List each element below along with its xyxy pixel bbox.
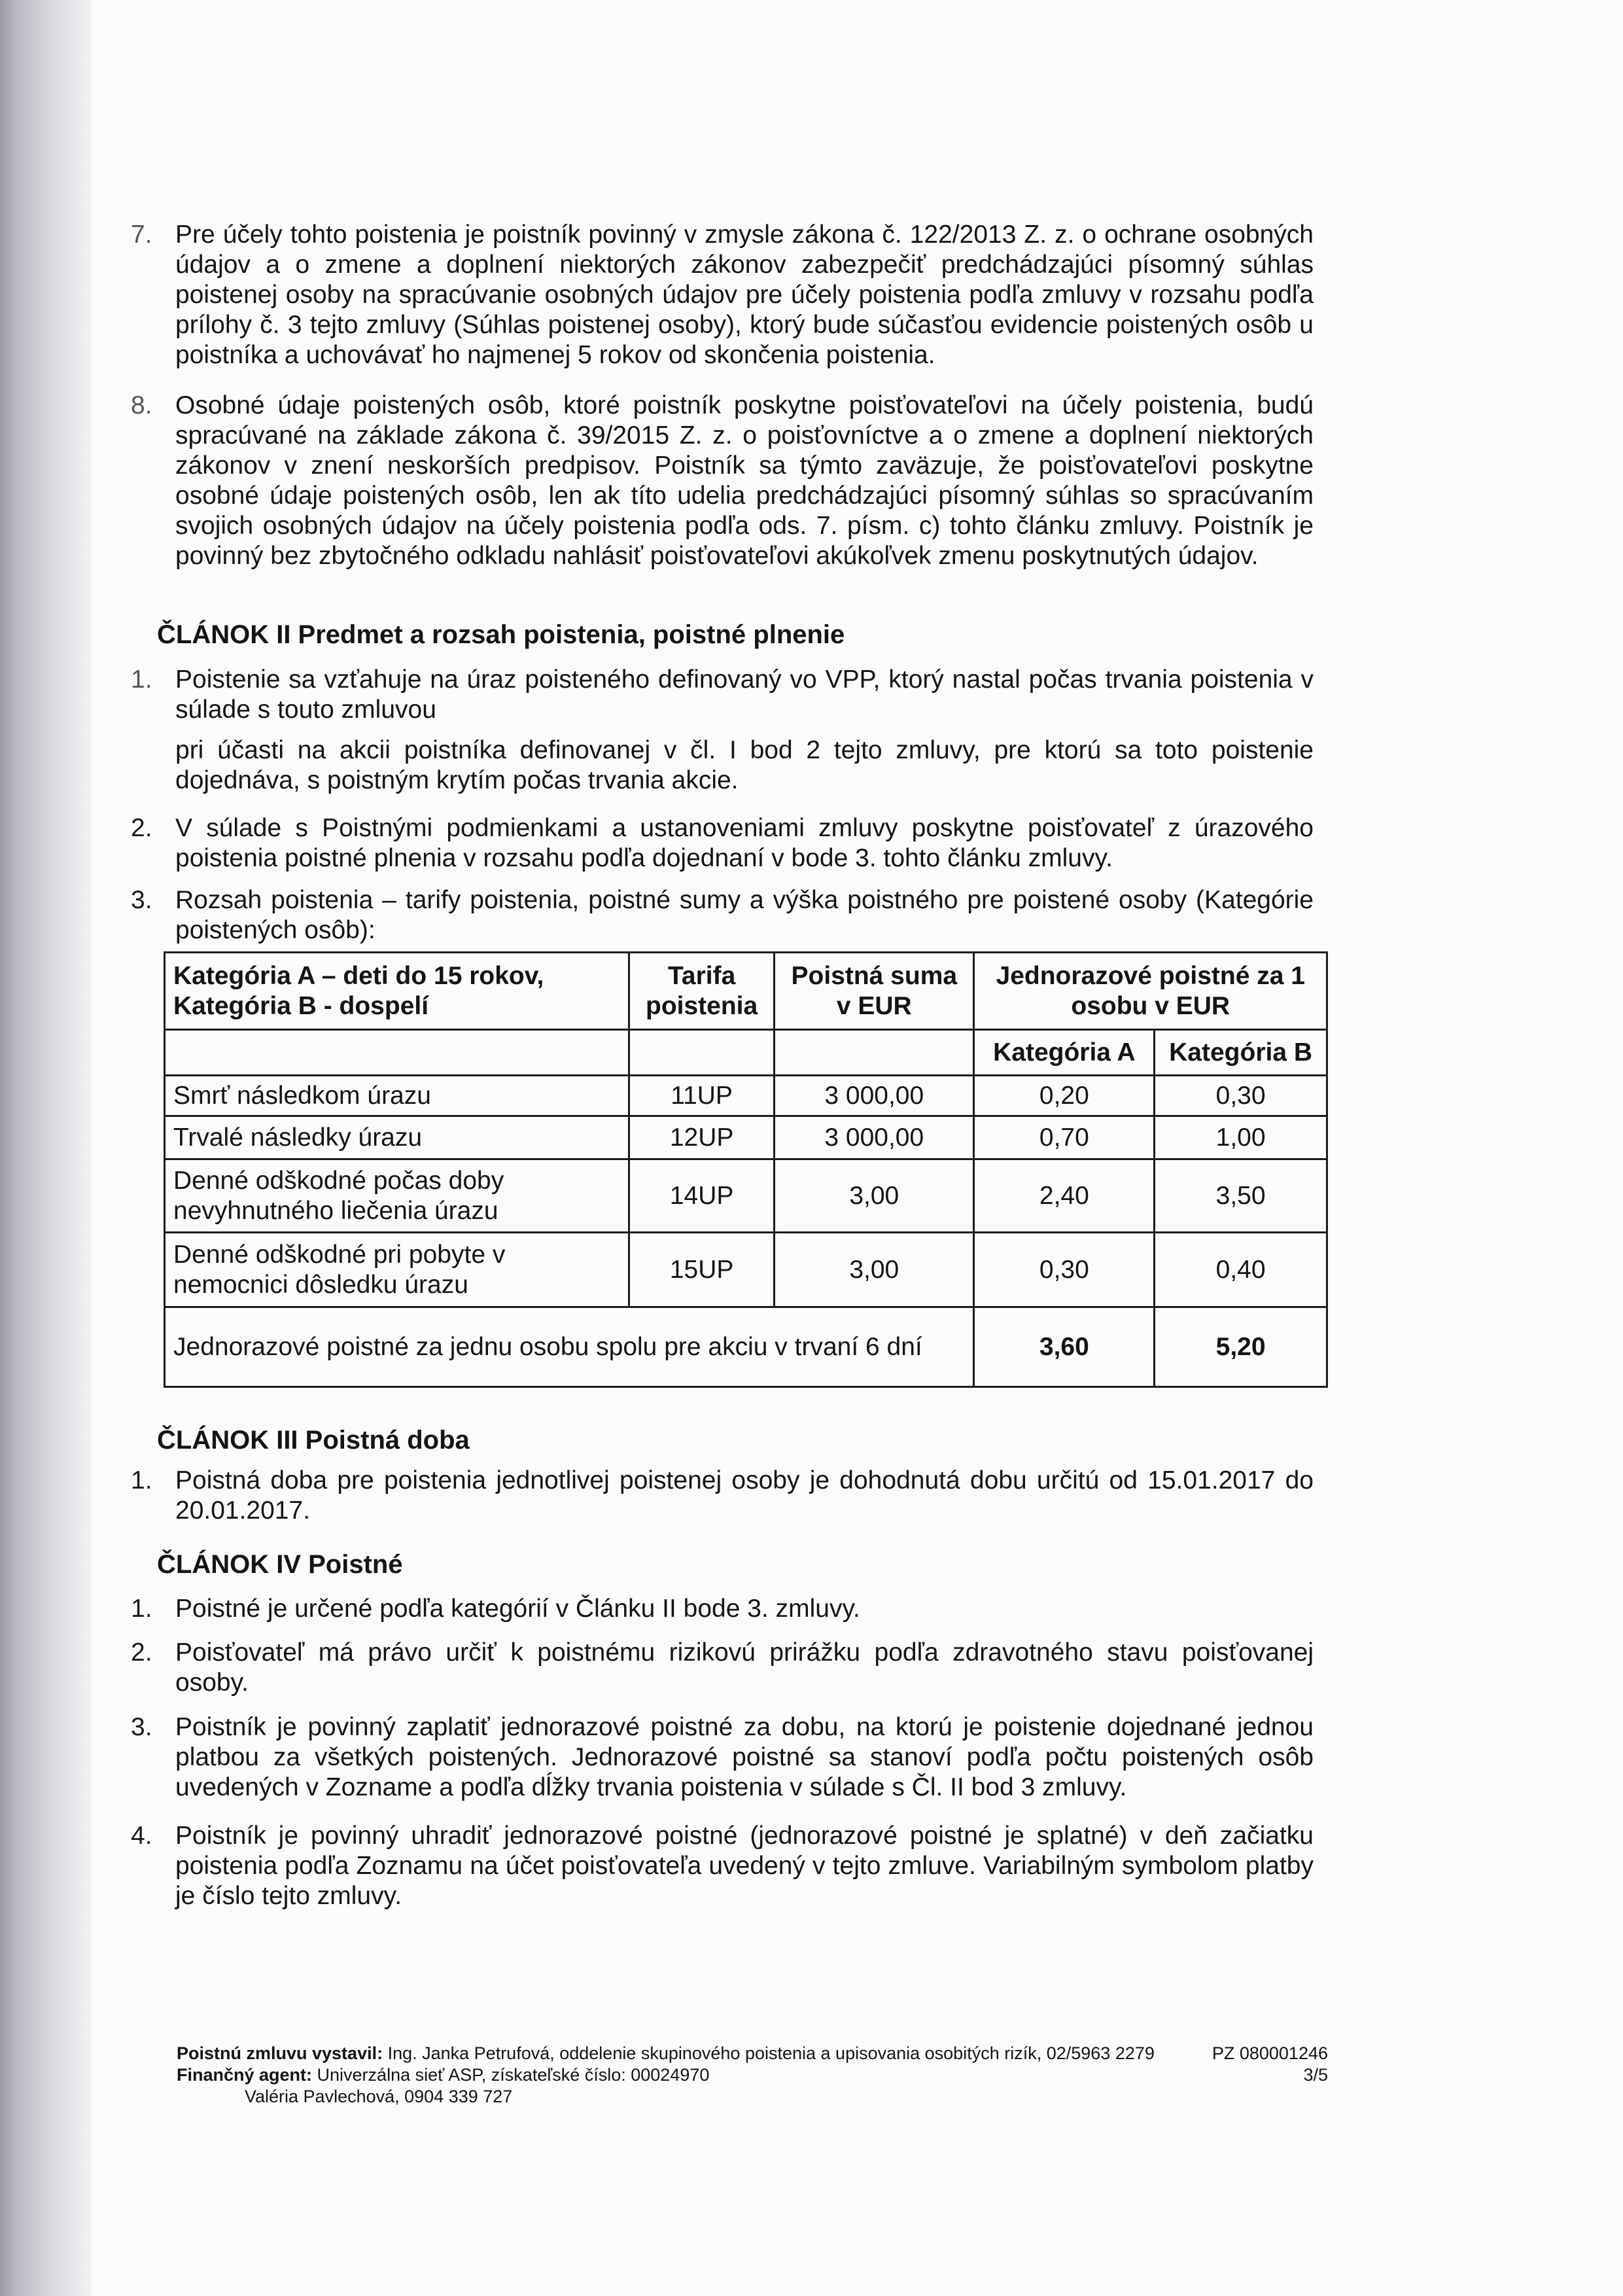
list-number: 3. <box>131 1713 152 1741</box>
article-4-item-4: Poistník je povinný uhradiť jednorazové poistné (jednorazové poistné je splatné) v deň začiatku poistenia podľa Zoznamu na účet poisťovateľa uvedený v tejto zmluve. Variabilným symbolom platby je číslo tejto zmluvy. <box>175 1822 1314 1910</box>
agent-label: Finančný agent: <box>177 2065 313 2085</box>
row-sum: 3 000,00 <box>775 1076 974 1116</box>
paragraph-item-7: Pre účely tohto poistenia je poistník povinný v zmysle zákona č. 122/2013 Z. z. o ochrane osobných údajov a o zmene a doplnení niektorých zákonov zabezpečiť predchádzajúci písomný súhlas poistenej osoby na spracúvanie osobných údajov pre účely poistenia podľa zmluvy v rozsahu podľa prílohy č. 3 tejto zmluvy (Súhlas poistenej osoby), ktorý bude súčasťou evidencie poistených osôb u poistníka a uchovávať ho najmenej 5 rokov od skončenia poistenia. <box>175 221 1314 369</box>
list-number: 3. <box>131 886 152 914</box>
row-name: Denné odškodné počas doby nevyhnutného liečenia úrazu <box>165 1159 629 1233</box>
article-4-item-3: Poistník je povinný zaplatiť jednorazové poistné za dobu, na ktorú je poistenie dojednané jednou platbou za všetkých poistených. Jednorazové poistné sa stanoví podľa počtu poistených osôb uvedených v Zozname a podľa dĺžky trvania poistenia v súlade s Čl. II bod 3 zmluvy. <box>175 1713 1314 1801</box>
row-cat-a: 2,40 <box>974 1159 1155 1233</box>
article-2-heading: ČLÁNOK II Predmet a rozsah poistenia, poistné plnenie <box>157 620 845 649</box>
agent-value: Univerzálna sieť ASP, získateľské číslo: 00024970 <box>312 2065 710 2085</box>
article-2-item-3: Rozsah poistenia – tarify poistenia, poistné sumy a výška poistného pre poistené osoby (Kategórie poistených osôb): <box>175 886 1314 944</box>
row-name: Smrť následkom úrazu <box>165 1076 629 1116</box>
row-cat-b: 0,40 <box>1155 1233 1327 1307</box>
row-cat-a: 0,70 <box>974 1116 1155 1159</box>
article-4-item-1: Poistné je určené podľa kategórií v Článku II bode 3. zmluvy. <box>175 1595 860 1623</box>
contract-number: PZ 080001246 <box>1212 2043 1328 2063</box>
table-row <box>165 1076 1327 1116</box>
list-number: 7. <box>131 221 152 249</box>
table-row <box>165 1159 1327 1233</box>
row-tariff: 11UP <box>629 1076 775 1116</box>
row-sum: 3,00 <box>775 1233 974 1307</box>
row-cat-a: 0,20 <box>974 1076 1155 1116</box>
table-subheader-row <box>165 1030 1327 1076</box>
row-cat-a: 0,30 <box>974 1233 1155 1307</box>
row-name: Denné odškodné pri pobyte v nemocnici dôsledku úrazu <box>165 1233 629 1307</box>
row-name: Trvalé následky úrazu <box>165 1116 629 1159</box>
header-category: Kategória A – deti do 15 rokov, Kategória B - dospelí <box>165 953 629 1030</box>
list-number: 1. <box>131 1595 152 1623</box>
article-4-heading: ČLÁNOK IV Poistné <box>157 1550 403 1579</box>
agent-contact: Valéria Pavlechová, 0904 339 727 <box>245 2087 513 2106</box>
table-row <box>165 1233 1327 1307</box>
list-number: 1. <box>131 1466 152 1494</box>
page-footer <box>177 2043 1328 2108</box>
row-tariff: 12UP <box>629 1116 775 1159</box>
list-number: 2. <box>131 814 152 842</box>
row-cat-b: 1,00 <box>1155 1116 1327 1159</box>
header-tariff: Tarifa poistenia <box>629 953 775 1030</box>
issuer-value: Ing. Janka Petrufová, oddelenie skupinového poistenia a upisovania osobitých rizík, 02/5963 2279 <box>383 2043 1155 2063</box>
list-number: 8. <box>131 391 152 419</box>
row-tariff: 15UP <box>629 1233 775 1307</box>
article-4-item-2: Poisťovateľ má právo určiť k poistnému rizikovú prirážku podľa zdravotného stavu poisťovanej osoby. <box>175 1638 1314 1697</box>
article-2-item-2: V súlade s Poistnými podmienkami a ustanoveniami zmluvy poskytne poisťovateľ z úrazového poistenia poistné plnenia v rozsahu podľa dojednaní v bode 3. tohto článku zmluvy. <box>175 814 1314 872</box>
list-number: 4. <box>131 1822 152 1850</box>
empty-cell <box>629 1030 775 1076</box>
list-number: 1. <box>131 665 152 694</box>
row-sum: 3 000,00 <box>775 1116 974 1159</box>
header-premium: Jednorazové poistné za 1 osobu v EUR <box>974 953 1327 1030</box>
empty-cell <box>775 1030 974 1076</box>
header-category-b: Kategória B <box>1155 1030 1327 1076</box>
row-cat-b: 0,30 <box>1155 1076 1327 1116</box>
list-number: 2. <box>131 1638 152 1667</box>
article-2-item-1-continued: pri účasti na akcii poistníka definovanej v čl. I bod 2 tejto zmluvy, pre ktorú sa toto poistenie dojednáva, s poistným krytím počas trvania akcie. <box>175 736 1314 794</box>
total-cat-b: 5,20 <box>1155 1307 1327 1387</box>
row-sum: 3,00 <box>775 1159 974 1233</box>
article-2-item-1: Poistenie sa vzťahuje na úraz poisteného definovaný vo VPP, ktorý nastal počas trvania poistenia v súlade s touto zmluvou <box>175 665 1314 724</box>
issuer-label: Poistnú zmluvu vystavil: <box>177 2043 383 2063</box>
total-label: Jednorazové poistné za jednu osobu spolu pre akciu v trvaní 6 dní <box>165 1307 974 1387</box>
row-tariff: 14UP <box>629 1159 775 1233</box>
table-header-row <box>165 953 1327 1030</box>
header-sum: Poistná suma v EUR <box>775 953 974 1030</box>
total-cat-a: 3,60 <box>974 1307 1155 1387</box>
article-3-item-1: Poistná doba pre poistenia jednotlivej poistenej osoby je dohodnutá dobu určitú od 15.01.2017 do 20.01.2017. <box>175 1466 1314 1525</box>
table-row <box>165 1116 1327 1159</box>
article-3-heading: ČLÁNOK III Poistná doba <box>157 1426 470 1455</box>
tariff-table <box>164 951 1328 1388</box>
empty-cell <box>165 1030 629 1076</box>
paragraph-item-8: Osobné údaje poistených osôb, ktoré poistník poskytne poisťovateľovi na účely poistenia, budú spracúvané na základe zákona č. 39/2015 Z. z. o poisťovníctve a o zmene a doplnení niektorých zákonov v znení neskorších predpisov. Poistník sa týmto zaväzuje, že poisťovateľovi poskytne osobné údaje poistených osôb, len ak títo udelia predchádzajúci písomný súhlas so spracúvaním svojich osobných údajov na účely poistenia podľa ods. 7. písm. c) tohto článku zmluvy. Poistník je povinný bez zbytočného odkladu nahlásiť poisťovateľovi akúkoľvek zmenu poskytnutých údajov. <box>175 391 1314 570</box>
row-cat-b: 3,50 <box>1155 1159 1327 1233</box>
header-category-a: Kategória A <box>974 1030 1155 1076</box>
page-number: 3/5 <box>1303 2065 1328 2085</box>
table-total-row <box>165 1307 1327 1387</box>
